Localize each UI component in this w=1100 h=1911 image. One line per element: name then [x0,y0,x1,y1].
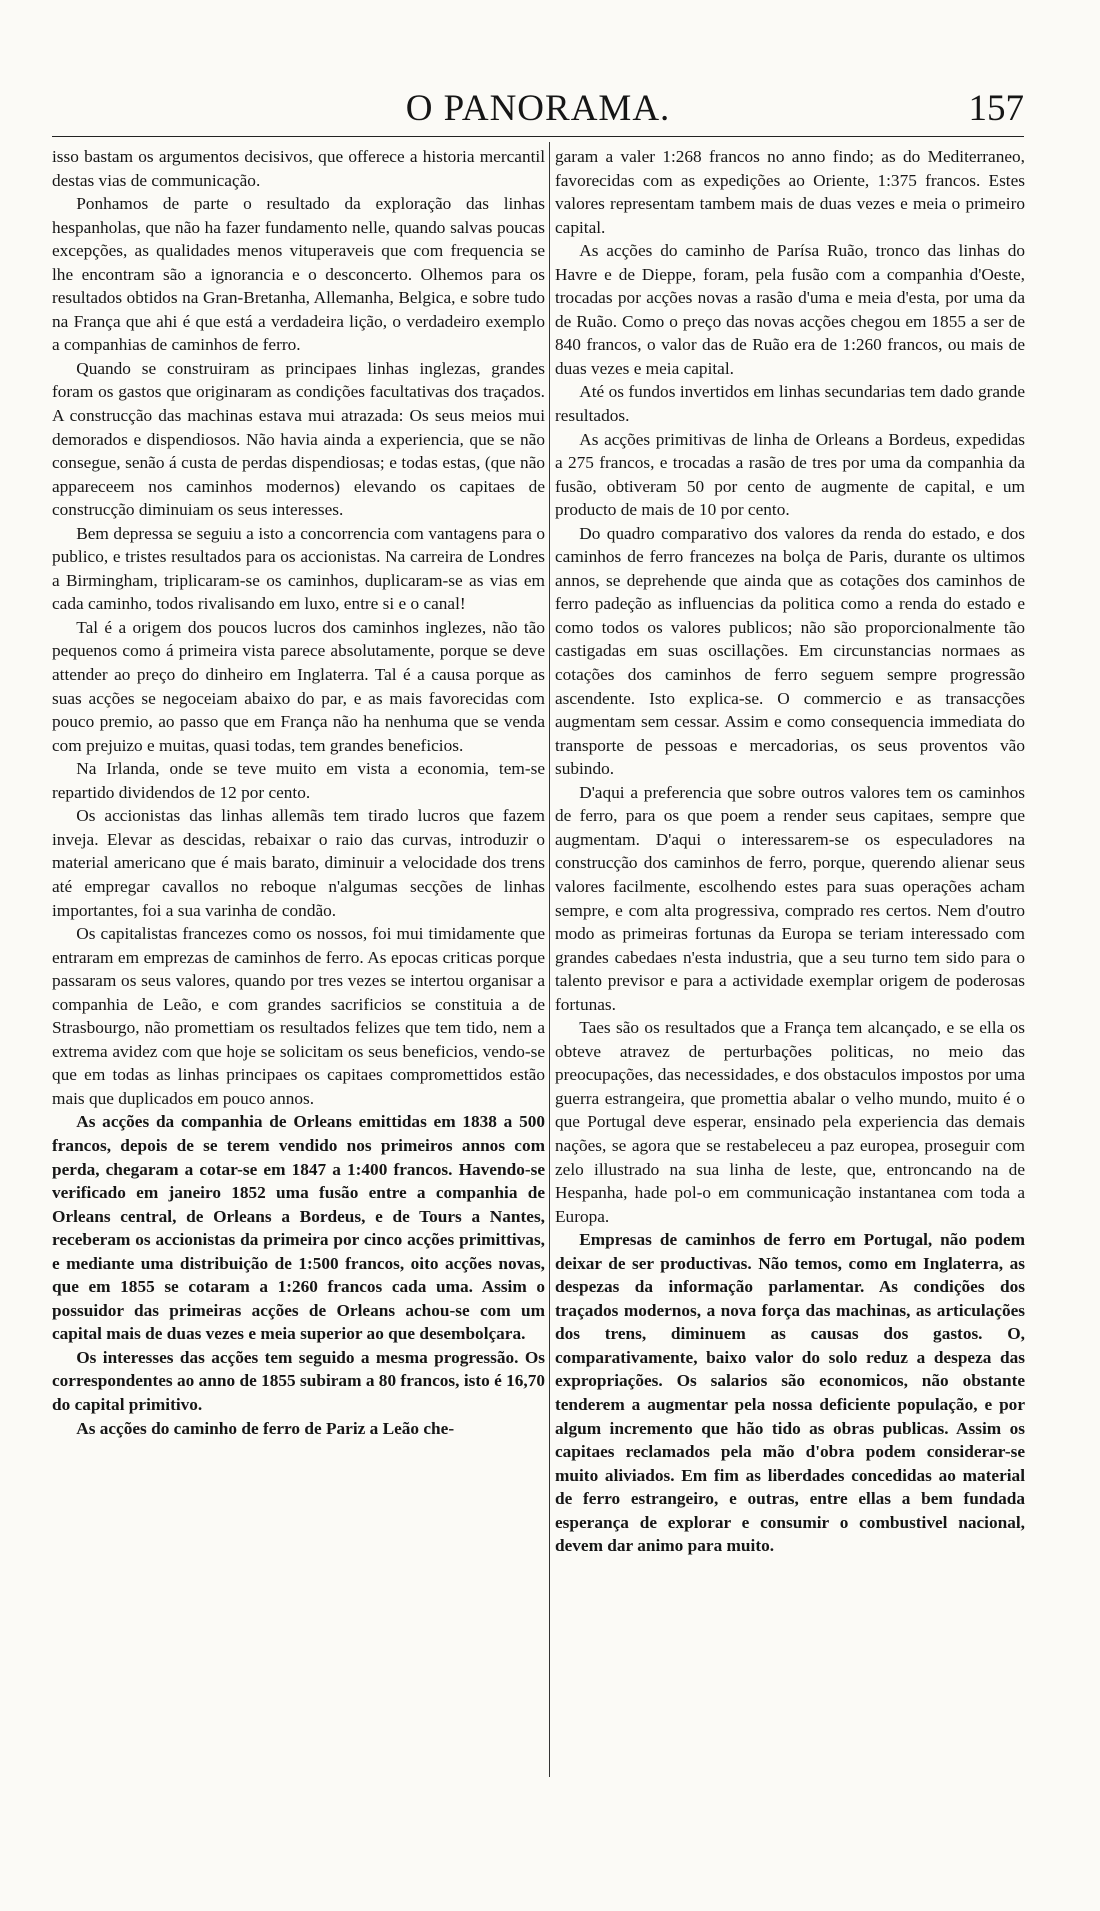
paragraph: Do quadro comparativo dos valores da renda do estado, e dos caminhos de ferro francezes na bolça de Paris, durante os ultimos annos, se deprehende que ainda que as cotações dos caminhos de ferro padeção as influencias da politica como a renda do estado e como todos os valores publicos; não são proporcionalmente tão castigadas em suas oscillações. Em circunstancias normaes as cotações dos caminhos de ferro seguem sempre progressão ascendente. Isto explica-se. O commercio e as transacções augmentam sem cessar. Assim e como consequencia immediata do transporte de pessoas e mercadorias, os seus proventos vão subindo. [555,523,1025,779]
paragraph: As acções do caminho de Parísa Ruão, tronco das linhas do Havre e de Dieppe, foram, pela fusão com a companhia d'Oeste, trocadas por acções novas a rasão d'uma e meia d'esta, por uma da de Ruão. Como o preço das novas acções chegou em 1855 a ser de 840 francos, o valor das de Ruão era de 1:260 francos, ou mais de duas vezes e meia capital. [555,241,1025,378]
page-number: 157 [968,88,1024,129]
paragraph: As acções primitivas de linha de Orleans a Bordeus, expedidas a 275 francos, e trocadas a rasão de tres por uma da companhia da fusão, obtiveram 50 por cento de augmente de capital, e um producto de mais de 10 por cento. [555,429,1025,520]
paragraph: Os capitalistas francezes como os nossos, foi mui timidamente que entraram em emprezas de caminhos de ferro. As epocas criticas porque passaram os seus valores, quando por tres vezes se intertou organisar a companhia de Leão, e com grandes sacrificios se constituia a de Strasbourgo, não promettiam os resultados felizes que tem tido, nem a extrema avidez com que hoje se solicitam os seus beneficios, vendo-se que em todas as linhas principaes os capitaes compromettidos estão mais que duplicados em pouco annos. [52,924,545,1108]
paragraph: Até os fundos invertidos em linhas secundarias tem dado grande resultados. [555,382,1025,426]
paragraph: Tal é a origem dos poucos lucros dos caminhos inglezes, não tão pequenos como á primeira vista parece absolutamente, porque se deve attender ao preço do dinheiro em Inglaterra. Tal é a causa porque as suas acções se negoceiam abaixo do par, e as mais favorecidas com pouco premio, ao passo que em França não ha nenhuma que se venda com prejuizo e muitas, quasi todas, tem grandes beneficios. [52,617,545,755]
paragraph: garam a valer 1:268 francos no anno findo; as do Mediterraneo, favorecidas com as expedições ao Oriente, 1:375 francos. Estes valores representam tambem mais de duas vezes e meia o primeiro capital. [555,147,1025,237]
left-column [52,145,545,1440]
paragraph: Taes são os resultados que a França tem alcançado, e se ella os obteve atravez de perturbações politicas, no meio das preocupações, das necessidades, e dos obstaculos impostos por uma guerra estrangeira, que promettia abalar o velho mundo, muito é o que Portugal deve esperar, ensinado pela experiencia das demais nações, se agora que se restabeleceu a paz europea, proseguir com zelo illustrado na sua linha de leste, que, entroncando na de Hespanha, hade pol-o em communicação instantanea com toda a Europa. [555,1018,1025,1226]
paragraph: As acções da companhia de Orleans emittidas em 1838 a 500 francos, depois de se terem vendido nos primeiros annos com perda, chegaram a cotar-se em 1847 a 1:400 francos. Havendo-se verificado em janeiro 1852 uma fusão entre a companhia de Orleans central, de Orleans a Bordeus, e de Tours a Nantes, receberam os accionistas da primeira por cinco acções primittivas, e mediante uma distribuição de 1:500 francos, oito acções novas, que em 1855 se cotaram a 1:260 francos cada uma. Assim o possuidor das primeiras acções de Orleans achou-se com um capital mais de duas vezes e meia superior ao que desembolçara. [52,1112,545,1344]
paragraph: As acções do caminho de ferro de Pariz a Leão che- [76,1418,455,1438]
page-header [52,86,1024,134]
paragraph: Quando se construiram as principaes linhas inglezas, grandes foram os gastos que originaram as condições facultativas dos traçados. A construcção das machinas estava mui atrazada: Os seus meios mui demorados e dispendiosos. Não havia ainda a experiencia, que se não consegue, senão á custa de perdas dispendiosas; e todas estas, (que não appareceem nos caminhos modernos) elevando os capitaes de construcção diminuiam os seus interesses. [52,358,545,520]
right-column [555,145,1025,1558]
paragraph: Os accionistas das linhas allemãs tem tirado lucros que fazem inveja. Elevar as descidas, rebaixar o raio das curvas, introduzir o material americano que é mais barato, diminuir a velocidade dos trens até empregar cavallos no reboque n'algumas secções de linhas importantes, foi a sua varinha de condão. [52,806,545,920]
paragraph: D'aqui a preferencia que sobre outros valores tem os caminhos de ferro, para os que poem a render seus capitaes, sempre que augmentam. D'aqui o interessarem-se os especuladores na construcção dos caminhos de ferro, porque, querendo alienar seus valores facilmente, escolhendo estes para suas operações acham sempre, e com alta progressiva, comprado res certos. Nem d'outro modo as primeiras fortunas da Europa se teriam interessado com grandes cabedaes n'esta industria, que a seu turno tem sido para o talento previsor e para a actividade exemplar origem de poderosas fortunas. [555,782,1025,1014]
paragraph: Na Irlanda, onde se teve muito em vista a economia, tem-se repartido dividendos de 12 por cento. [52,759,545,802]
header-rule [52,136,1024,137]
paragraph: Empresas de caminhos de ferro em Portugal, não podem deixar de ser productivas. Não temos, como em Inglaterra, as despezas da informação parlamentar. As condições dos traçados modernos, a nova força das machinas, as articulações dos trens, diminuem as causas dos gastos. O, comparativamente, baixo valor do solo reduz a despeza das expropriações. Os salarios são economicos, não obstante tenderem a augmentar pela nossa deficiente população, e por algum incremento que hão tido as obras publicas. Assim os capitaes reclamados pela mão d'obra podem considerar-se muito aliviados. Em fim as liberdades concedidas ao material de ferro estrangeiro, e outras, entre ellas a bem fundada esperança de explorar e consumir o combustivel nacional, devem dar animo para muito. [555,1230,1025,1556]
journal-title: O PANORAMA. [405,88,671,129]
paragraph: isso bastam os argumentos decisivos, que offerece a historia mercantil destas vias de communicação. [52,147,545,190]
paragraph: Bem depressa se seguiu a isto a concorrencia com vantagens para o publico, e tristes resultados para os accionistas. Na carreira de Londres a Birmingham, triplicaram-se os caminhos, duplicaram-se as vias em cada caminho, todos rivalisando em luxo, entre si e o canal! [52,523,545,614]
paragraph: Os interesses das acções tem seguido a mesma progressão. Os correspondentes ao anno de 1855 subiram a 80 francos, isto é 16,70 do capital primitivo. [52,1347,545,1414]
column-divider [549,142,550,1777]
paragraph: Ponhamos de parte o resultado da exploração das linhas hespanholas, que não ha fazer fundamento nelle, quando salvas poucas excepções, as qualidades menos vituperaveis que com frequencia se lhe encontram são a ignorancia e o desconcerto. Olhemos para os resultados obtidos na Gran-Bretanha, Allemanha, Belgica, e sobre tudo na França que ahi é que está a verdadeira lição, o verdadeiro exemplo a companhias de caminhos de ferro. [52,194,545,355]
